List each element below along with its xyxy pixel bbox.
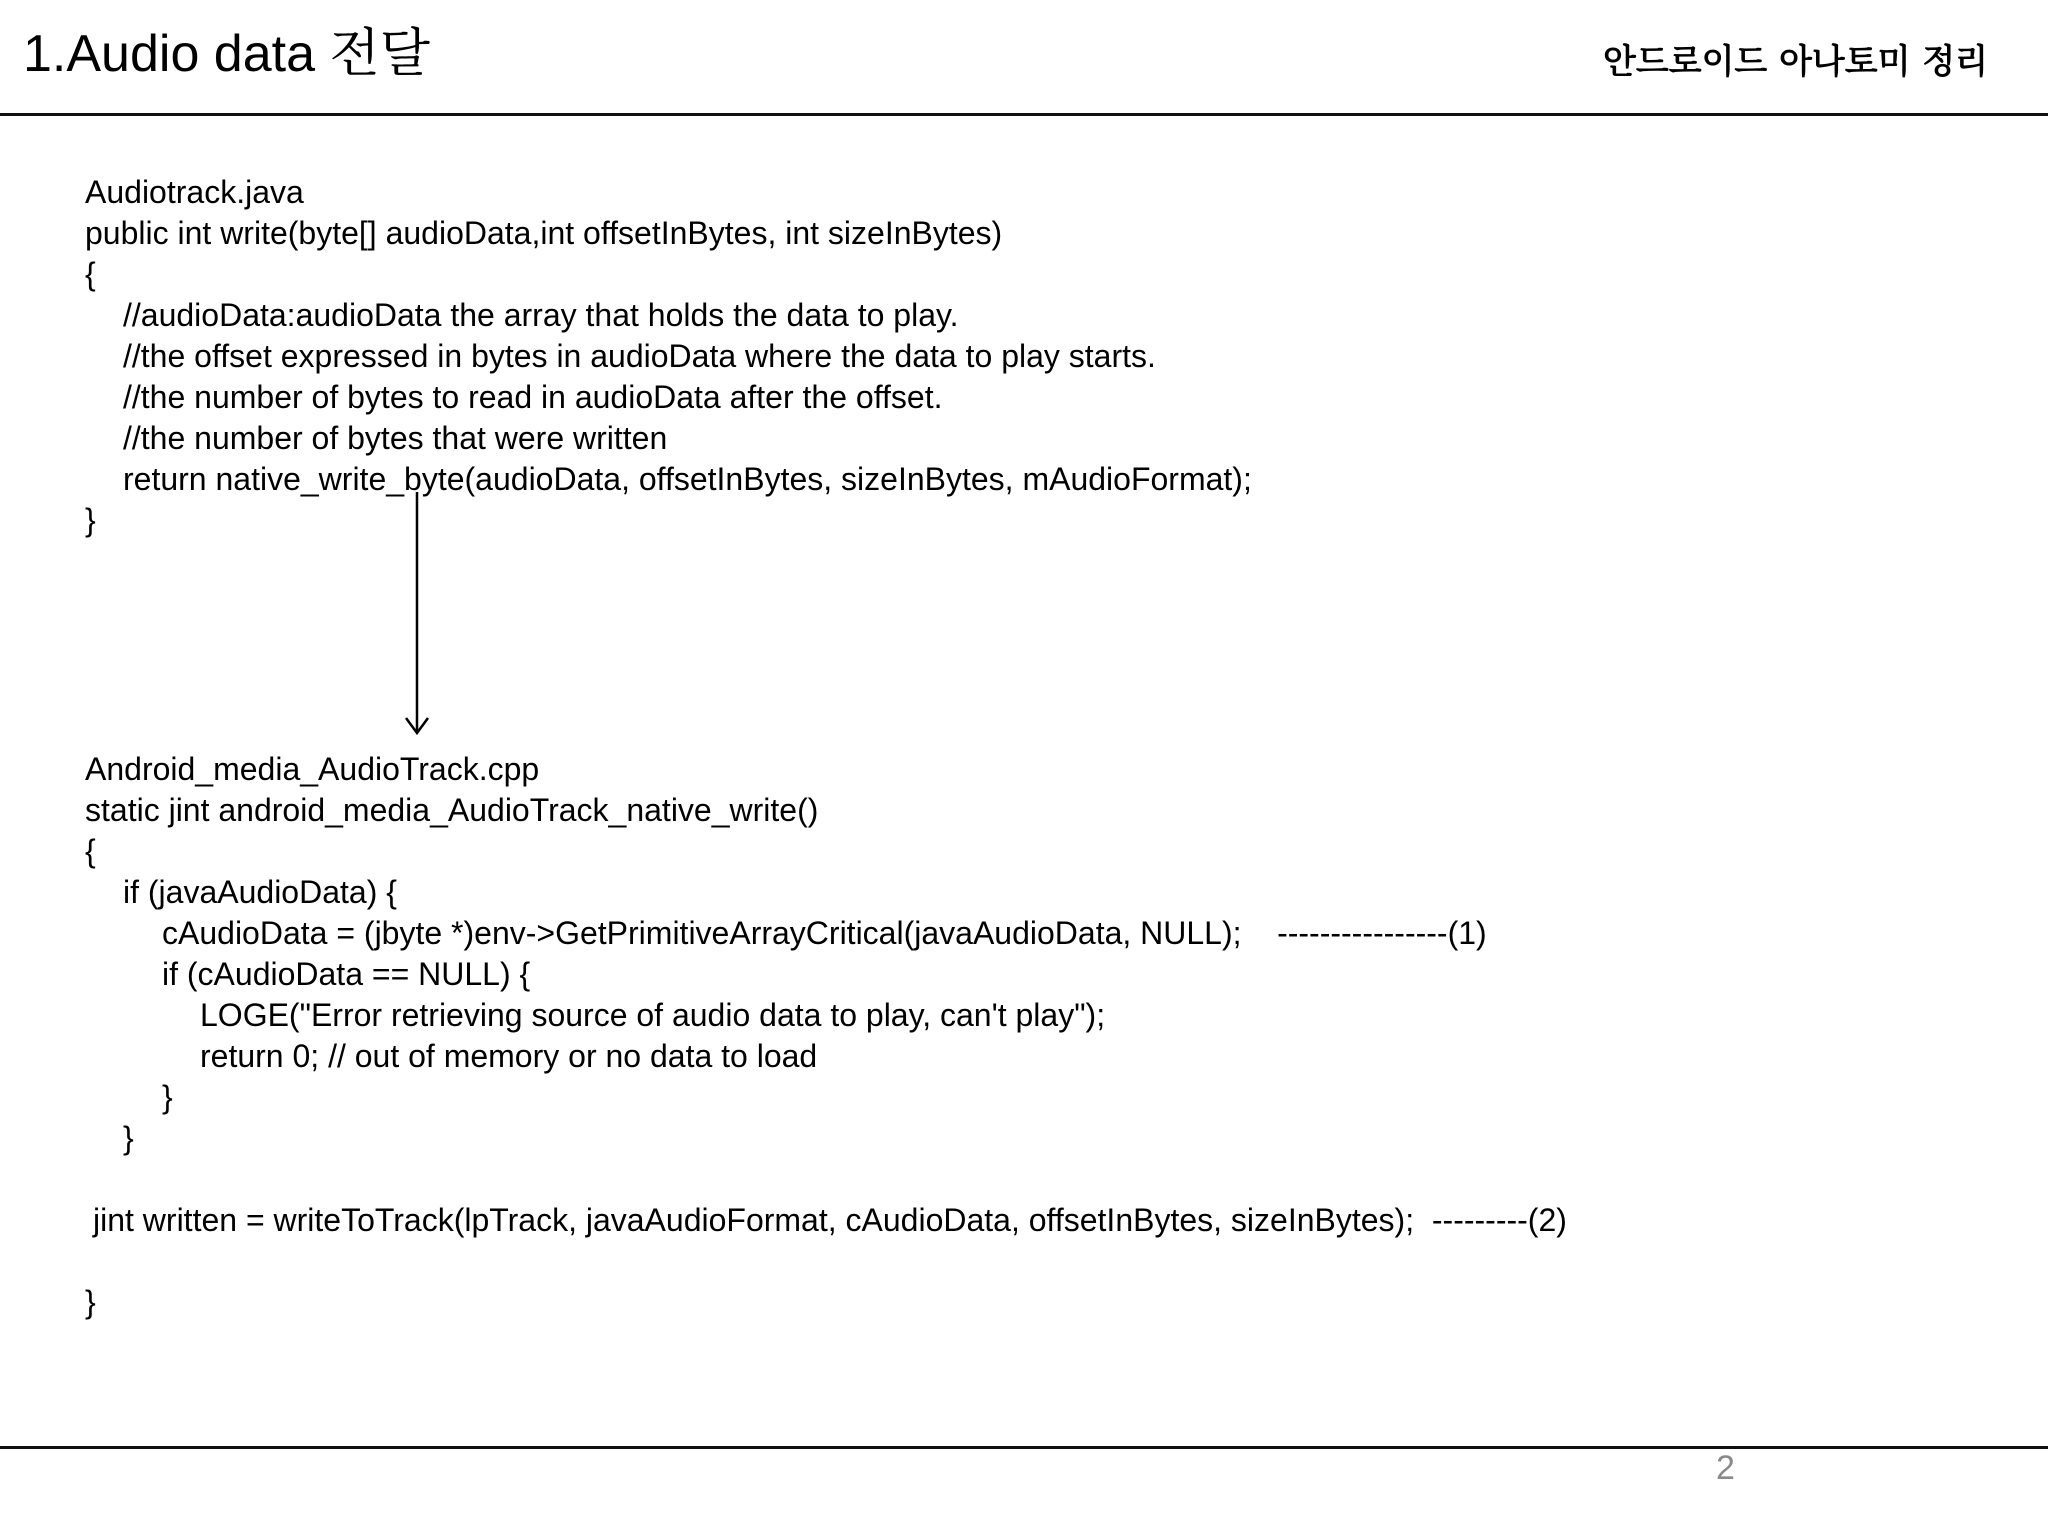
slide-subtitle: 안드로이드 아나토미 정리	[1603, 42, 1988, 82]
code-line: //the offset expressed in bytes in audioData where the data to play starts.	[123, 338, 1156, 374]
code-line: jint written = writeToTrack(lpTrack, javaAudioFormat, cAudioData, offsetInBytes, sizeInBytes); ---------(2)	[93, 1202, 1567, 1238]
code-line: cAudioData = (jbyte *)env->GetPrimitiveArrayCritical(javaAudioData, NULL); ----------------(1)	[162, 915, 1487, 951]
code-line: Android_media_AudioTrack.cpp	[85, 751, 540, 787]
code-line: LOGE("Error retrieving source of audio data to play, can't play");	[200, 997, 1106, 1033]
java-code-block	[85, 172, 1252, 541]
code-line: static jint android_media_AudioTrack_native_write()	[85, 792, 819, 828]
code-line: Audiotrack.java	[85, 174, 304, 210]
code-line: //audioData:audioData the array that holds the data to play.	[123, 297, 959, 333]
code-line	[85, 1159, 1567, 1200]
code-line: }	[85, 502, 96, 538]
footer-divider	[0, 1446, 2048, 1449]
code-line: if (cAudioData == NULL) {	[162, 956, 531, 992]
code-line: return 0; // out of memory or no data to load	[200, 1038, 818, 1074]
flow-arrow	[405, 490, 435, 740]
header-divider	[0, 113, 2048, 116]
slide-title: 1.Audio data 전달	[23, 25, 430, 83]
code-line: {	[85, 833, 96, 869]
code-line	[85, 1241, 1567, 1282]
code-line: if (javaAudioData) {	[123, 874, 397, 910]
code-line: }	[123, 1120, 134, 1156]
code-line: }	[162, 1079, 173, 1115]
page-number: 2	[1716, 1449, 1735, 1487]
code-line: public int write(byte[] audioData,int offsetInBytes, int sizeInBytes)	[85, 215, 1003, 251]
code-line: {	[85, 256, 96, 292]
cpp-code-block	[85, 749, 1567, 1323]
code-line: //the number of bytes to read in audioData after the offset.	[123, 379, 943, 415]
code-line: //the number of bytes that were written	[123, 420, 668, 456]
code-line: return native_write_byte(audioData, offsetInBytes, sizeInBytes, mAudioFormat);	[123, 461, 1252, 497]
code-line: }	[85, 1284, 96, 1320]
